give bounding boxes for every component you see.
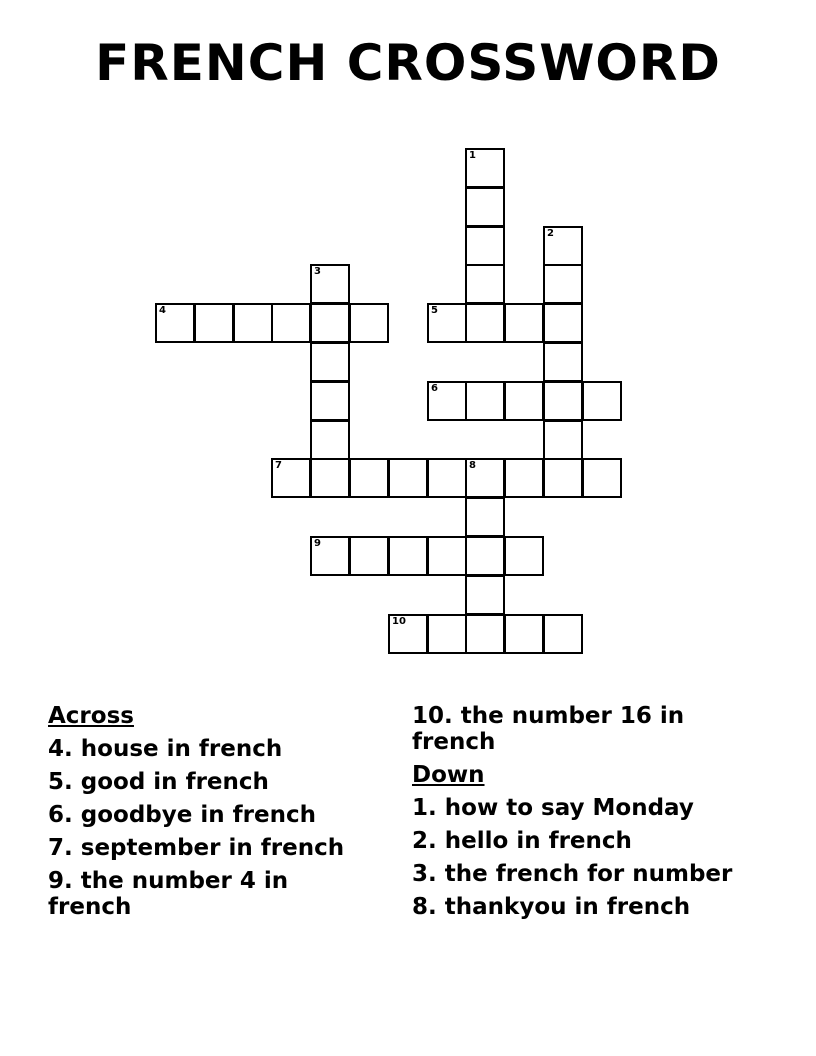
grid-cell[interactable]: [427, 536, 467, 576]
down-clue-8: [412, 894, 752, 920]
grid-cell[interactable]: [504, 614, 544, 654]
grid-cell[interactable]: [465, 497, 505, 537]
clue-number: 5.: [48, 769, 73, 795]
clue-text: goodbye in french: [80, 802, 316, 828]
clue-text: good in french: [80, 769, 269, 795]
clue-number: 10.: [412, 703, 453, 729]
across-clue-9: [48, 868, 378, 920]
grid-cell[interactable]: [465, 536, 505, 576]
grid-cell-8[interactable]: [465, 458, 505, 498]
grid-cell[interactable]: [504, 458, 544, 498]
grid-cell-6[interactable]: [427, 381, 467, 421]
clue-text: house in french: [80, 736, 283, 762]
grid-cell[interactable]: [504, 381, 544, 421]
grid-cell[interactable]: [543, 458, 583, 498]
clue-number: 1.: [412, 795, 437, 821]
grid-cell-7[interactable]: [271, 458, 311, 498]
clue-number-label: 4: [159, 305, 166, 316]
grid-cell[interactable]: [504, 536, 544, 576]
grid-cell-2[interactable]: [543, 226, 583, 266]
grid-cell[interactable]: [233, 303, 273, 343]
clue-number-label: 2: [547, 228, 554, 239]
grid-cell[interactable]: [504, 303, 544, 343]
grid-cell[interactable]: [349, 458, 389, 498]
grid-cell[interactable]: [194, 303, 234, 343]
page-title: FRENCH CROSSWORD: [95, 34, 721, 92]
grid-cell-10[interactable]: [388, 614, 428, 654]
grid-cell[interactable]: [310, 342, 350, 382]
clue-number-label: 9: [314, 538, 321, 549]
down-clue-3: [412, 861, 752, 887]
grid-cell-1[interactable]: [465, 148, 505, 188]
clue-text: the number 4 in french: [48, 868, 289, 920]
clue-number: 3.: [412, 861, 437, 887]
grid-cell[interactable]: [427, 614, 467, 654]
grid-cell[interactable]: [543, 420, 583, 460]
across-clue-7: [48, 835, 378, 861]
clue-number-label: 3: [314, 266, 321, 277]
clue-number-label: 5: [431, 305, 438, 316]
grid-cell[interactable]: [543, 264, 583, 304]
grid-cell[interactable]: [465, 303, 505, 343]
grid-cell[interactable]: [349, 536, 389, 576]
clue-column-left: [48, 703, 378, 927]
grid-cell[interactable]: [465, 575, 505, 615]
grid-cell[interactable]: [543, 342, 583, 382]
clue-text: thankyou in french: [444, 894, 691, 920]
across-clue-6: [48, 802, 378, 828]
grid-cell[interactable]: [349, 303, 389, 343]
clue-number-label: 7: [275, 460, 282, 471]
grid-cell[interactable]: [271, 303, 311, 343]
clue-number: 9.: [48, 868, 73, 894]
grid-cell[interactable]: [310, 303, 350, 343]
grid-cell-4[interactable]: [155, 303, 195, 343]
down-clue-2: [412, 828, 752, 854]
clue-number: 4.: [48, 736, 73, 762]
grid-cell[interactable]: [582, 381, 622, 421]
clue-number: 7.: [48, 835, 73, 861]
clue-number-label: 1: [469, 150, 476, 161]
down-heading: Down: [412, 762, 485, 788]
grid-cell[interactable]: [543, 614, 583, 654]
grid-cell[interactable]: [465, 614, 505, 654]
grid-cell[interactable]: [465, 226, 505, 266]
grid-cell-3[interactable]: [310, 264, 350, 304]
grid-cell[interactable]: [543, 381, 583, 421]
clue-text: september in french: [80, 835, 345, 861]
clue-number-label: 10: [392, 616, 406, 627]
grid-cell-5[interactable]: [427, 303, 467, 343]
grid-cell[interactable]: [310, 458, 350, 498]
down-clue-1: [412, 795, 752, 821]
across-clue-10: [412, 703, 752, 755]
grid-cell[interactable]: [310, 420, 350, 460]
grid-cell[interactable]: [310, 381, 350, 421]
grid-cell[interactable]: [427, 458, 467, 498]
clue-text: hello in french: [444, 828, 632, 854]
grid-cell[interactable]: [465, 381, 505, 421]
clue-number: 2.: [412, 828, 437, 854]
clue-number: 6.: [48, 802, 73, 828]
clue-number: 8.: [412, 894, 437, 920]
across-heading: Across: [48, 703, 134, 729]
clue-text: the french for number: [444, 861, 733, 887]
grid-cell[interactable]: [465, 187, 505, 227]
grid-cell[interactable]: [582, 458, 622, 498]
clue-number-label: 8: [469, 460, 476, 471]
grid-cell[interactable]: [388, 536, 428, 576]
clue-number-label: 6: [431, 383, 438, 394]
clue-text: the number 16 in french: [412, 703, 685, 755]
clue-text: how to say Monday: [444, 795, 694, 821]
across-clue-4: [48, 736, 378, 762]
grid-cell[interactable]: [388, 458, 428, 498]
clue-column-right: [412, 703, 752, 927]
across-clue-5: [48, 769, 378, 795]
grid-cell-9[interactable]: [310, 536, 350, 576]
grid-cell[interactable]: [465, 264, 505, 304]
grid-cell[interactable]: [543, 303, 583, 343]
